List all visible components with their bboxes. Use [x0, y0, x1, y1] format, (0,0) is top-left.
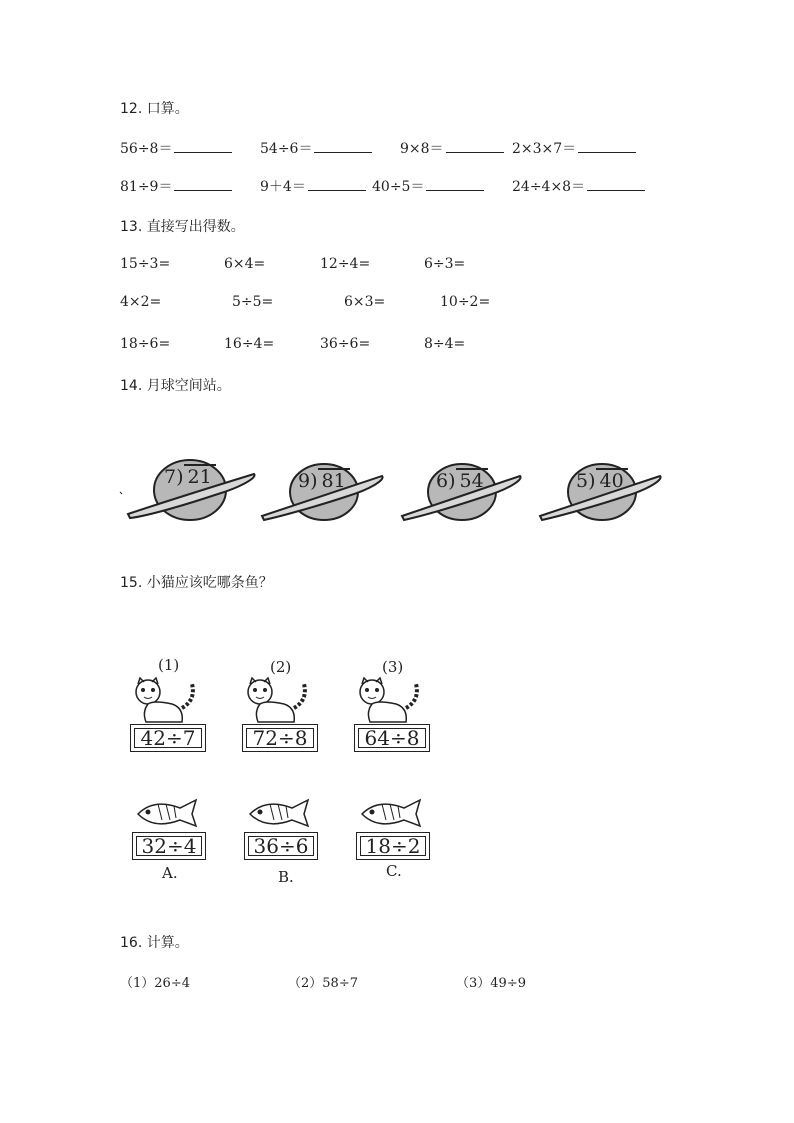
cat-label: (1)	[158, 656, 180, 674]
q12-item	[400, 138, 504, 158]
dividend: 21	[184, 464, 216, 488]
q13-item: 36÷6=	[320, 336, 371, 352]
cat-icon	[130, 678, 202, 724]
long-division: 9) 81	[298, 470, 350, 492]
q13-item: 16÷4=	[224, 336, 275, 352]
q12-expr: 9＋4＝	[260, 179, 306, 195]
cat-icon	[354, 678, 426, 724]
answer-blank[interactable]	[314, 140, 372, 153]
divisor: 5	[576, 470, 589, 492]
q13-item: 15÷3=	[120, 256, 171, 272]
q12-expr: 9×8＝	[400, 141, 444, 157]
dividend: 54	[456, 468, 488, 492]
q13-item: 6×3=	[344, 294, 386, 310]
q13-item: 6÷3=	[424, 256, 466, 272]
planet-station	[398, 458, 524, 526]
cat-expr: 42÷7	[140, 726, 196, 750]
answer-blank[interactable]	[174, 178, 232, 191]
divisor: 7	[164, 466, 177, 488]
fish-expr-box	[132, 832, 206, 860]
fish-label: A.	[162, 864, 178, 882]
divisor: 6	[436, 470, 449, 492]
answer-blank[interactable]	[308, 178, 366, 191]
q12-expr: 24÷4×8＝	[512, 179, 586, 195]
fish-expr-box	[356, 832, 430, 860]
q12-expr: 40÷5＝	[372, 179, 425, 195]
q12-item	[120, 138, 232, 158]
planet-station	[118, 452, 260, 526]
q13-item: 10÷2=	[440, 294, 491, 310]
q12-expr: 2×3×7＝	[512, 141, 577, 157]
fish-label: B.	[278, 868, 294, 886]
cat-expr-box	[242, 724, 318, 752]
cat-icon	[242, 678, 314, 724]
q13-title: 13. 直接写出得数。	[120, 219, 245, 235]
q12-expr: 54÷6＝	[260, 141, 313, 157]
cat-label: (2)	[270, 658, 292, 676]
divisor: 9	[298, 470, 311, 492]
q14-title: 14. 月球空间站。	[120, 378, 231, 394]
q13-item: 8÷4=	[424, 336, 466, 352]
q12-item	[260, 138, 372, 158]
fish-icon	[358, 796, 424, 830]
q13-item: 18÷6=	[120, 336, 171, 352]
fish-expr: 18÷2	[365, 834, 421, 858]
q12-expr: 56÷8＝	[120, 141, 173, 157]
fish-icon	[246, 796, 312, 830]
q12-title: 12. 口算。	[120, 101, 189, 117]
q13-item: 12÷4=	[320, 256, 371, 272]
q12-item	[512, 138, 636, 158]
q16-item: （2）58÷7	[288, 976, 358, 991]
q16-title: 16. 计算。	[120, 935, 189, 951]
q13-item: 4×2=	[120, 294, 162, 310]
fish-label: C.	[386, 862, 402, 880]
fish-expr: 32÷4	[141, 834, 197, 858]
answer-blank[interactable]	[578, 140, 636, 153]
fish-icon	[134, 796, 200, 830]
long-division: 6) 54	[436, 470, 488, 492]
q16-item: （1）26÷4	[120, 976, 190, 991]
q12-item	[120, 176, 232, 196]
q12-item	[512, 176, 645, 196]
answer-blank[interactable]	[426, 178, 484, 191]
fish-expr-box	[244, 832, 318, 860]
answer-blank[interactable]	[446, 140, 504, 153]
cat-expr-box	[130, 724, 206, 752]
fish-expr: 36÷6	[253, 834, 309, 858]
q12-expr: 81÷9＝	[120, 179, 173, 195]
dividend: 81	[318, 468, 350, 492]
dividend: 40	[596, 468, 628, 492]
long-division: 5) 40	[576, 470, 628, 492]
cat-expr-box	[354, 724, 430, 752]
long-division: 7) 21	[164, 466, 216, 488]
cat-label: (3)	[382, 658, 404, 676]
answer-blank[interactable]	[587, 178, 645, 191]
q15-title: 15. 小猫应该吃哪条鱼？	[120, 575, 273, 591]
cat-expr: 64÷8	[364, 726, 420, 750]
planet-station	[536, 458, 664, 526]
q16-item: （3）49÷9	[456, 976, 526, 991]
answer-blank[interactable]	[174, 140, 232, 153]
cat-expr: 72÷8	[252, 726, 308, 750]
q12-item	[372, 176, 484, 196]
q13-item: 5÷5=	[232, 294, 274, 310]
q12-item	[260, 176, 366, 196]
planet-station	[258, 458, 386, 526]
q13-item: 6×4=	[224, 256, 266, 272]
